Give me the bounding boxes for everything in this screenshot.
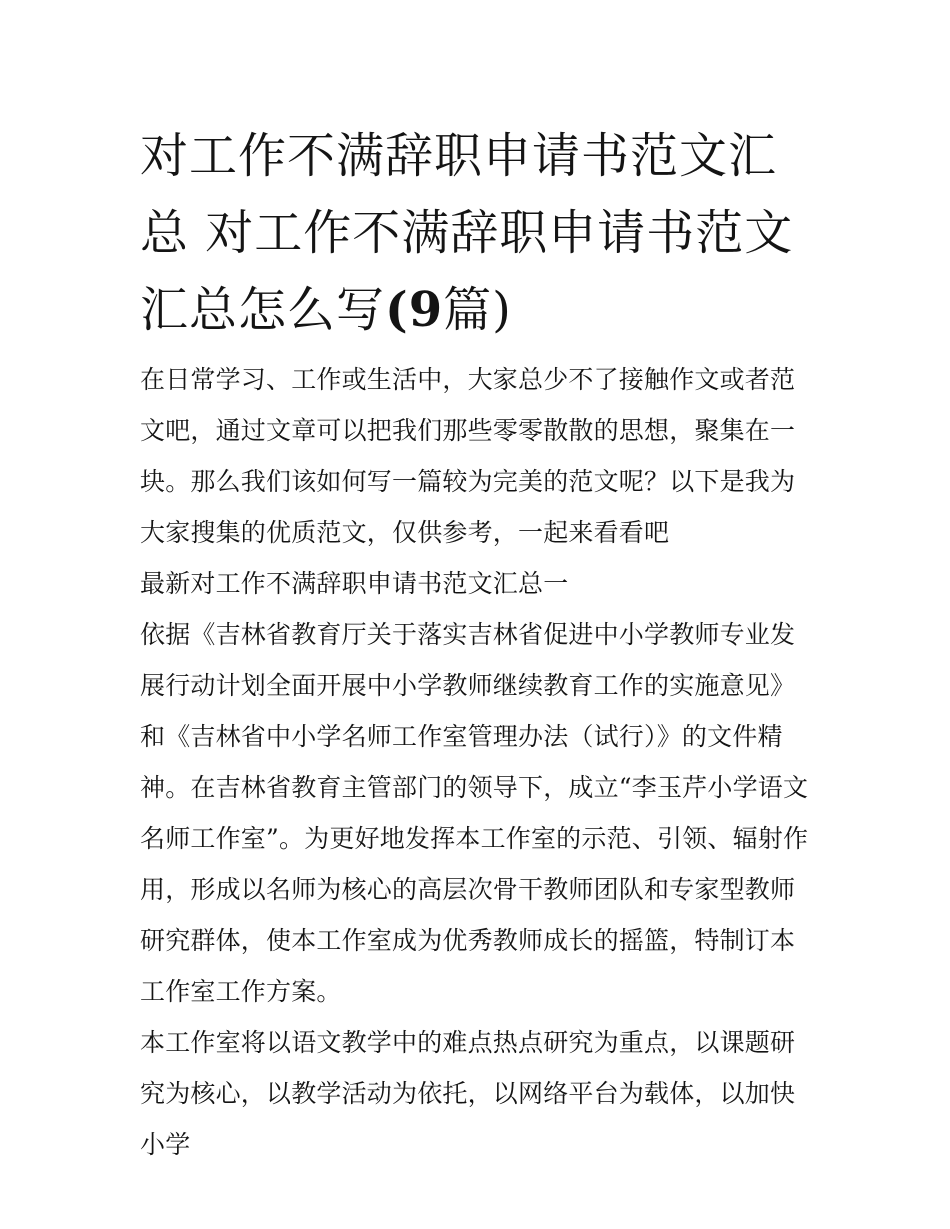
document-body: [140, 354, 820, 1170]
document-title: [140, 118, 820, 349]
title-count: (9: [385, 282, 444, 338]
body-paragraph: 依据《吉林省教育厅关于落实吉林省促进中小学教师专业发展行动计划全面开展中小学教师继续教育工作的实施意见》和《吉林省中小学名师工作室管理办法（试行）》的文件精神。在吉林省教育主管部门的领导下，成立“李玉芹小学语文名师工作室”。为更好地发挥本工作室的示范、引领、辐射作用，形成以名师为核心的高层次骨干教师团队和专家型教师研究群体，使本工作室成为优秀教师成长的摇篮，特制订本工作室工作方案。: [140, 620, 809, 1006]
title-line-3-end: 篇): [443, 282, 512, 338]
title-line-3-text: 汇总怎么写: [140, 282, 386, 338]
title-line-1: 对工作不满辞职申请书范文汇: [140, 128, 778, 184]
title-line-2: 总 对工作不满辞职申请书范文: [140, 205, 794, 261]
section-heading: 最新对工作不满辞职申请书范文汇总一: [140, 569, 569, 598]
intro-paragraph: 在日常学习、工作或生活中，大家总少不了接触作文或者范文吧，通过文章可以把我们那些零零散散的思想，聚集在一块。那么我们该如何写一篇较为完美的范文呢？以下是我为大家搜集的优质范文，仅供参考，一起来看看吧: [140, 365, 796, 547]
body-paragraph: 本工作室将以语文教学中的难点热点研究为重点，以课题研究为核心，以教学活动为依托，以网络平台为载体，以加快小学: [140, 1028, 796, 1159]
